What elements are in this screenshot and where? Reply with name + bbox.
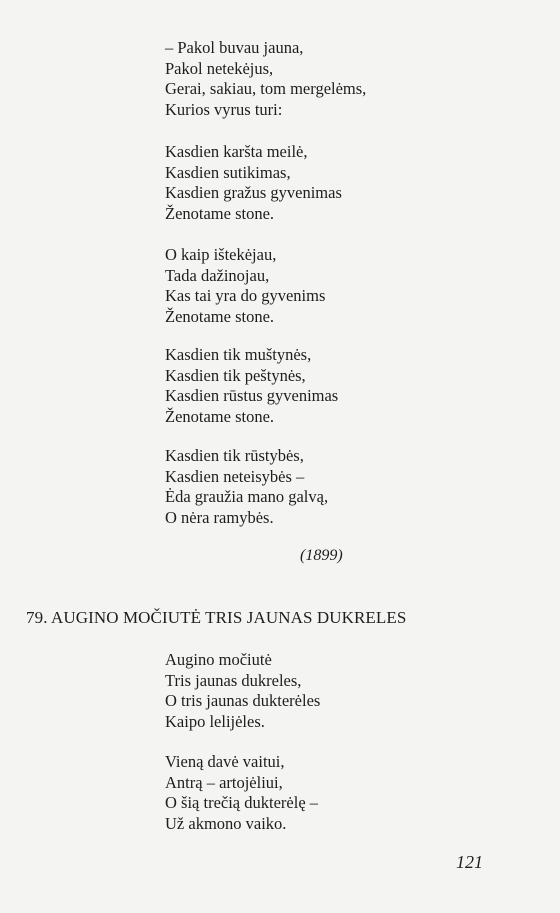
- verse-line: O tris jaunas dukterėles: [165, 691, 321, 711]
- verse-line: Gerai, sakiau, tom mergelėms,: [165, 79, 367, 99]
- stanza-next-2: [165, 752, 318, 834]
- verse-line: O nėra ramybės.: [165, 507, 274, 527]
- verse-line: Pakol netekėjus,: [165, 58, 274, 78]
- poem-year: (1899): [300, 547, 343, 564]
- verse-line: O šią trečią dukterėlę –: [165, 793, 319, 813]
- stanza-3: [165, 245, 325, 327]
- verse-line: Augino močiutė: [165, 650, 272, 669]
- page-number: 121: [456, 852, 483, 872]
- verse-line: Ėda graužia mano galvą,: [165, 487, 329, 507]
- verse-line: Kas tai yra do gyvenims: [165, 286, 326, 306]
- poem-heading: 79. AUGINO MOČIUTĖ TRIS JAUNAS DUKRELES: [26, 608, 407, 627]
- stanza-1: [165, 38, 366, 120]
- verse-line: Kaipo lelijėles.: [165, 711, 265, 731]
- verse-line: Tris jaunas dukreles,: [165, 670, 302, 690]
- verse-line: Ženotame stone.: [165, 406, 275, 426]
- verse-line: Ženotame stone.: [165, 203, 275, 223]
- verse-line: – Pakol buvau jauna,: [165, 38, 304, 57]
- stanza-4: [165, 345, 338, 427]
- verse-line: Kasdien tik peštynės,: [165, 365, 306, 385]
- verse-line: Kasdien sutikimas,: [165, 162, 291, 182]
- stanza-2: [165, 142, 342, 224]
- verse-line: Tada dažinojau,: [165, 265, 270, 285]
- verse-line: Kasdien tik rūstybės,: [165, 446, 304, 465]
- verse-line: Vieną davė vaitui,: [165, 752, 285, 771]
- verse-line: Antrą – artojėliui,: [165, 772, 283, 792]
- verse-line: Už akmono vaiko.: [165, 813, 287, 833]
- verse-line: Kasdien rūstus gyvenimas: [165, 386, 339, 406]
- verse-line: O kaip ištekėjau,: [165, 245, 277, 264]
- verse-line: Kurios vyrus turi:: [165, 99, 283, 119]
- verse-line: Ženotame stone.: [165, 306, 275, 326]
- stanza-5: [165, 446, 328, 528]
- verse-line: Kasdien neteisybės –: [165, 466, 305, 486]
- verse-line: Kasdien gražus gyvenimas: [165, 183, 342, 203]
- verse-line: Kasdien tik muštynės,: [165, 345, 312, 364]
- verse-line: Kasdien karšta meilė,: [165, 142, 308, 161]
- stanza-next-1: [165, 650, 320, 732]
